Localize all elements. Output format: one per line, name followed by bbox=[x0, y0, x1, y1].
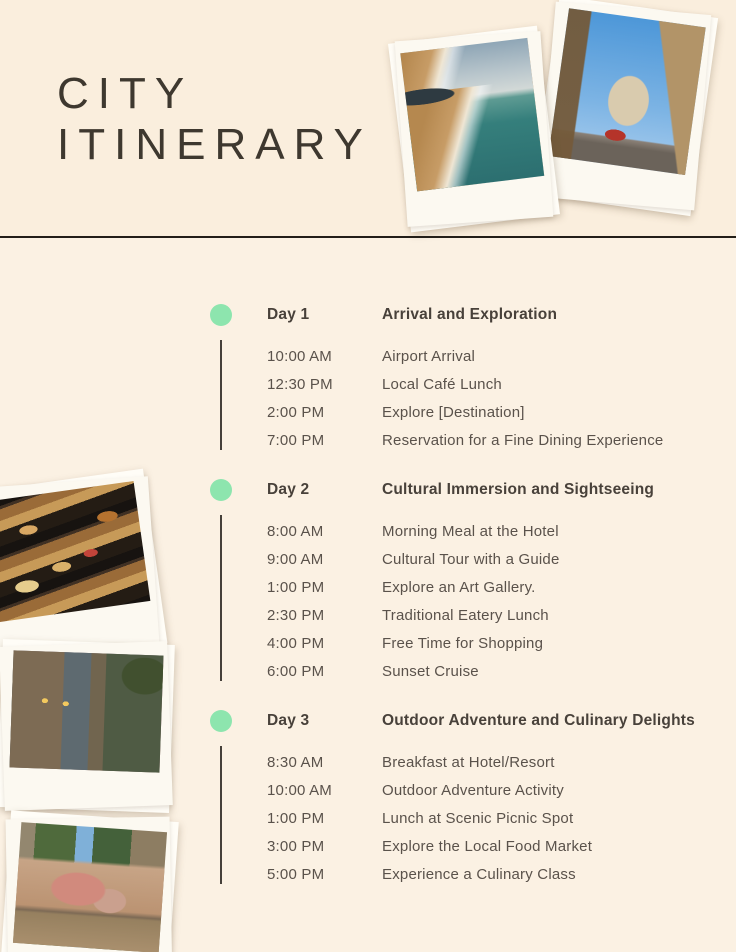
item-time: 10:00 AM bbox=[267, 781, 332, 799]
item-time: 1:00 PM bbox=[267, 809, 325, 827]
item-time: 9:00 AM bbox=[267, 550, 324, 568]
day-label: Day 1 bbox=[267, 306, 310, 323]
itinerary-row bbox=[267, 426, 708, 454]
itinerary-row bbox=[267, 398, 708, 426]
item-time: 8:00 AM bbox=[267, 522, 324, 540]
dusk-street-polaroid bbox=[0, 639, 175, 813]
itinerary-row bbox=[267, 370, 708, 398]
day-label: Day 2 bbox=[267, 481, 310, 498]
itinerary-row bbox=[267, 804, 708, 832]
day-rows bbox=[267, 342, 708, 454]
timeline-line bbox=[220, 515, 222, 681]
main-content bbox=[0, 237, 736, 950]
city-street-polaroid bbox=[532, 0, 718, 216]
item-activity: Cultural Tour with a Guide bbox=[382, 550, 560, 568]
timeline-rail bbox=[210, 476, 232, 685]
itinerary-row bbox=[267, 342, 708, 370]
itinerary-row bbox=[267, 860, 708, 888]
beach-polaroid bbox=[388, 26, 560, 233]
day-title: Arrival and Exploration bbox=[382, 306, 558, 323]
day-rows bbox=[267, 748, 708, 888]
bakery-polaroid bbox=[0, 469, 167, 668]
day-content bbox=[267, 476, 708, 685]
item-time: 3:00 PM bbox=[267, 837, 325, 855]
item-activity: Reservation for a Fine Dining Experience bbox=[382, 431, 664, 449]
item-activity: Local Café Lunch bbox=[382, 375, 502, 393]
item-time: 2:30 PM bbox=[267, 606, 325, 624]
item-time: 5:00 PM bbox=[267, 865, 325, 883]
page-title bbox=[57, 68, 372, 170]
item-activity: Lunch at Scenic Picnic Spot bbox=[382, 809, 574, 827]
timeline-dot bbox=[210, 710, 232, 732]
itinerary-row bbox=[267, 545, 708, 573]
timeline-rail bbox=[210, 707, 232, 888]
item-activity: Experience a Culinary Class bbox=[382, 865, 576, 883]
day-block bbox=[200, 707, 708, 888]
day-header bbox=[267, 707, 708, 735]
day-rows bbox=[267, 517, 708, 685]
itinerary-row bbox=[267, 573, 708, 601]
itinerary-row bbox=[267, 832, 708, 860]
timeline-line bbox=[220, 340, 222, 450]
day-label: Day 3 bbox=[267, 712, 310, 729]
itinerary-row bbox=[267, 601, 708, 629]
timeline-line bbox=[220, 746, 222, 884]
item-time: 2:00 PM bbox=[267, 403, 325, 421]
title-line-1: CITY bbox=[57, 69, 194, 118]
city-street-photo bbox=[548, 8, 705, 175]
day-header bbox=[267, 476, 708, 504]
timeline-dot bbox=[210, 304, 232, 326]
item-activity: Explore [Destination] bbox=[382, 403, 525, 421]
itinerary-row bbox=[267, 748, 708, 776]
timeline-rail bbox=[210, 301, 232, 454]
itinerary-row bbox=[267, 517, 708, 545]
item-activity: Breakfast at Hotel/Resort bbox=[382, 753, 555, 771]
item-time: 4:00 PM bbox=[267, 634, 325, 652]
day-block bbox=[200, 301, 708, 454]
day-header bbox=[267, 301, 708, 329]
itinerary-row bbox=[267, 629, 708, 657]
item-time: 1:00 PM bbox=[267, 578, 325, 596]
itinerary-list bbox=[200, 237, 708, 910]
item-activity: Morning Meal at the Hotel bbox=[382, 522, 559, 540]
mural-polaroid bbox=[0, 810, 179, 952]
dusk-street-photo bbox=[10, 650, 164, 772]
item-activity: Traditional Eatery Lunch bbox=[382, 606, 549, 624]
item-time: 8:30 AM bbox=[267, 753, 324, 771]
mural-photo bbox=[13, 822, 167, 952]
bakery-photo bbox=[0, 481, 150, 622]
item-activity: Free Time for Shopping bbox=[382, 634, 544, 652]
item-activity: Explore an Art Gallery. bbox=[382, 578, 536, 596]
day-title: Outdoor Adventure and Culinary Delights bbox=[382, 712, 695, 729]
header bbox=[0, 0, 736, 237]
header-divider bbox=[0, 236, 736, 238]
item-activity: Airport Arrival bbox=[382, 347, 476, 365]
item-activity: Outdoor Adventure Activity bbox=[382, 781, 564, 799]
itinerary-row bbox=[267, 657, 708, 685]
title-line-2: ITINERARY bbox=[57, 120, 372, 169]
beach-photo bbox=[400, 38, 544, 192]
day-content bbox=[267, 707, 708, 888]
timeline-dot bbox=[210, 479, 232, 501]
item-activity: Sunset Cruise bbox=[382, 662, 479, 680]
item-time: 7:00 PM bbox=[267, 431, 325, 449]
item-time: 10:00 AM bbox=[267, 347, 332, 365]
item-time: 6:00 PM bbox=[267, 662, 325, 680]
item-activity: Explore the Local Food Market bbox=[382, 837, 593, 855]
item-time: 12:30 PM bbox=[267, 375, 333, 393]
day-block bbox=[200, 476, 708, 685]
itinerary-row bbox=[267, 776, 708, 804]
day-content bbox=[267, 301, 708, 454]
day-title: Cultural Immersion and Sightseeing bbox=[382, 481, 655, 498]
